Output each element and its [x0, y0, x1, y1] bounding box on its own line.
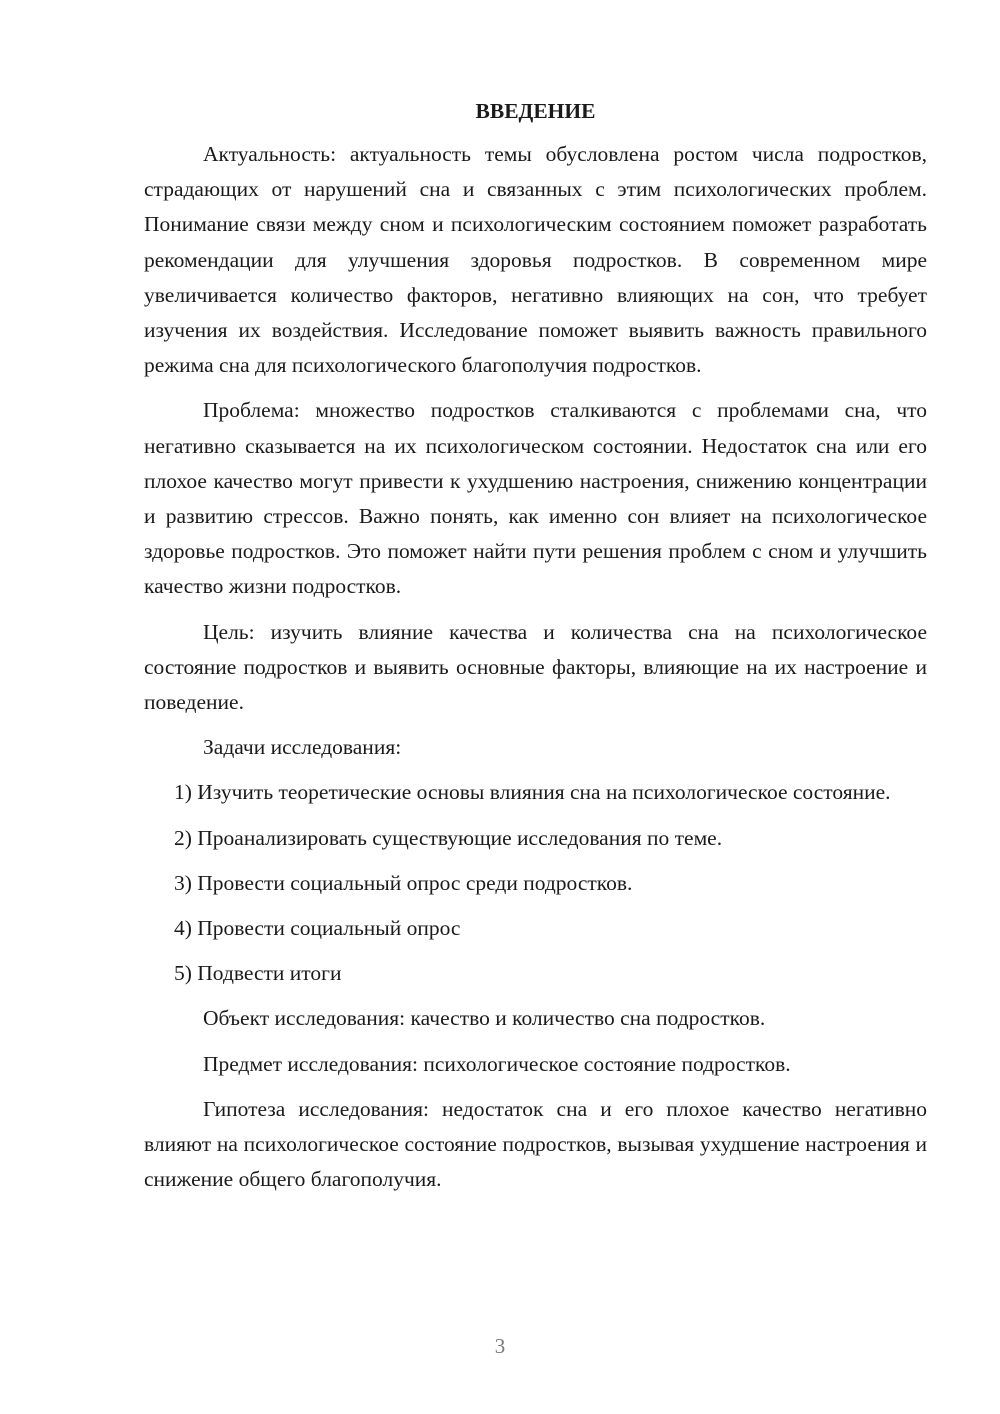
goal-paragraph: Цель: изучить влияние качества и количества сна на психологическое состояние подростков и выявить основные факторы, влияющие на их настроение и поведение. — [144, 619, 927, 715]
task-item: 1) Изучить теоретические основы влияния сна на психологическое состояние. — [174, 780, 891, 805]
object-paragraph: Объект исследования: качество и количество сна подростков. — [203, 1006, 766, 1031]
document-page — [144, 96, 927, 1207]
tasks-heading: Задачи исследования: — [203, 735, 402, 760]
tasks-list — [144, 775, 927, 991]
page-title: ВВЕДЕНИЕ — [475, 99, 596, 123]
page-number: 3 — [494, 1334, 506, 1358]
task-item: 2) Проанализировать существующие исследования по теме. — [174, 825, 723, 850]
task-item: 5) Подвести итоги — [174, 961, 342, 986]
relevance-paragraph: Актуальность: актуальность темы обусловлена ростом числа подростков, страдающих от нарушений сна и связанных с этим психологических проблем. Понимание связи между сном и психологическим состоянием поможет разработать рекомендации для улучшения здоровья подростков. В современном мире увеличивается количество факторов, негативно влияющих на сон, что требует изучения их воздействия. Исследование поможет выявить важность правильного режима сна для психологического благополучия подростков. — [144, 142, 927, 378]
subject-paragraph: Предмет исследования: психологическое состояние подростков. — [203, 1051, 791, 1076]
task-item: 4) Провести социальный опрос — [174, 916, 461, 941]
problem-paragraph: Проблема: множество подростков сталкиваются с проблемами сна, что негативно сказывается на их психологическом состоянии. Недостаток сна или его плохое качество могут привести к ухудшению настроения, снижению концентрации и развитию стрессов. Важно понять, как именно сон влияет на психологическое здоровье подростков. Это поможет найти пути решения проблем с сном и улучшить качество жизни подростков. — [144, 398, 927, 599]
task-item: 3) Провести социальный опрос среди подростков. — [174, 870, 633, 895]
hypothesis-paragraph: Гипотеза исследования: недостаток сна и его плохое качество негативно влияют на психологическое состояние подростков, вызывая ухудшение настроения и снижение общего благополучия. — [144, 1096, 927, 1192]
